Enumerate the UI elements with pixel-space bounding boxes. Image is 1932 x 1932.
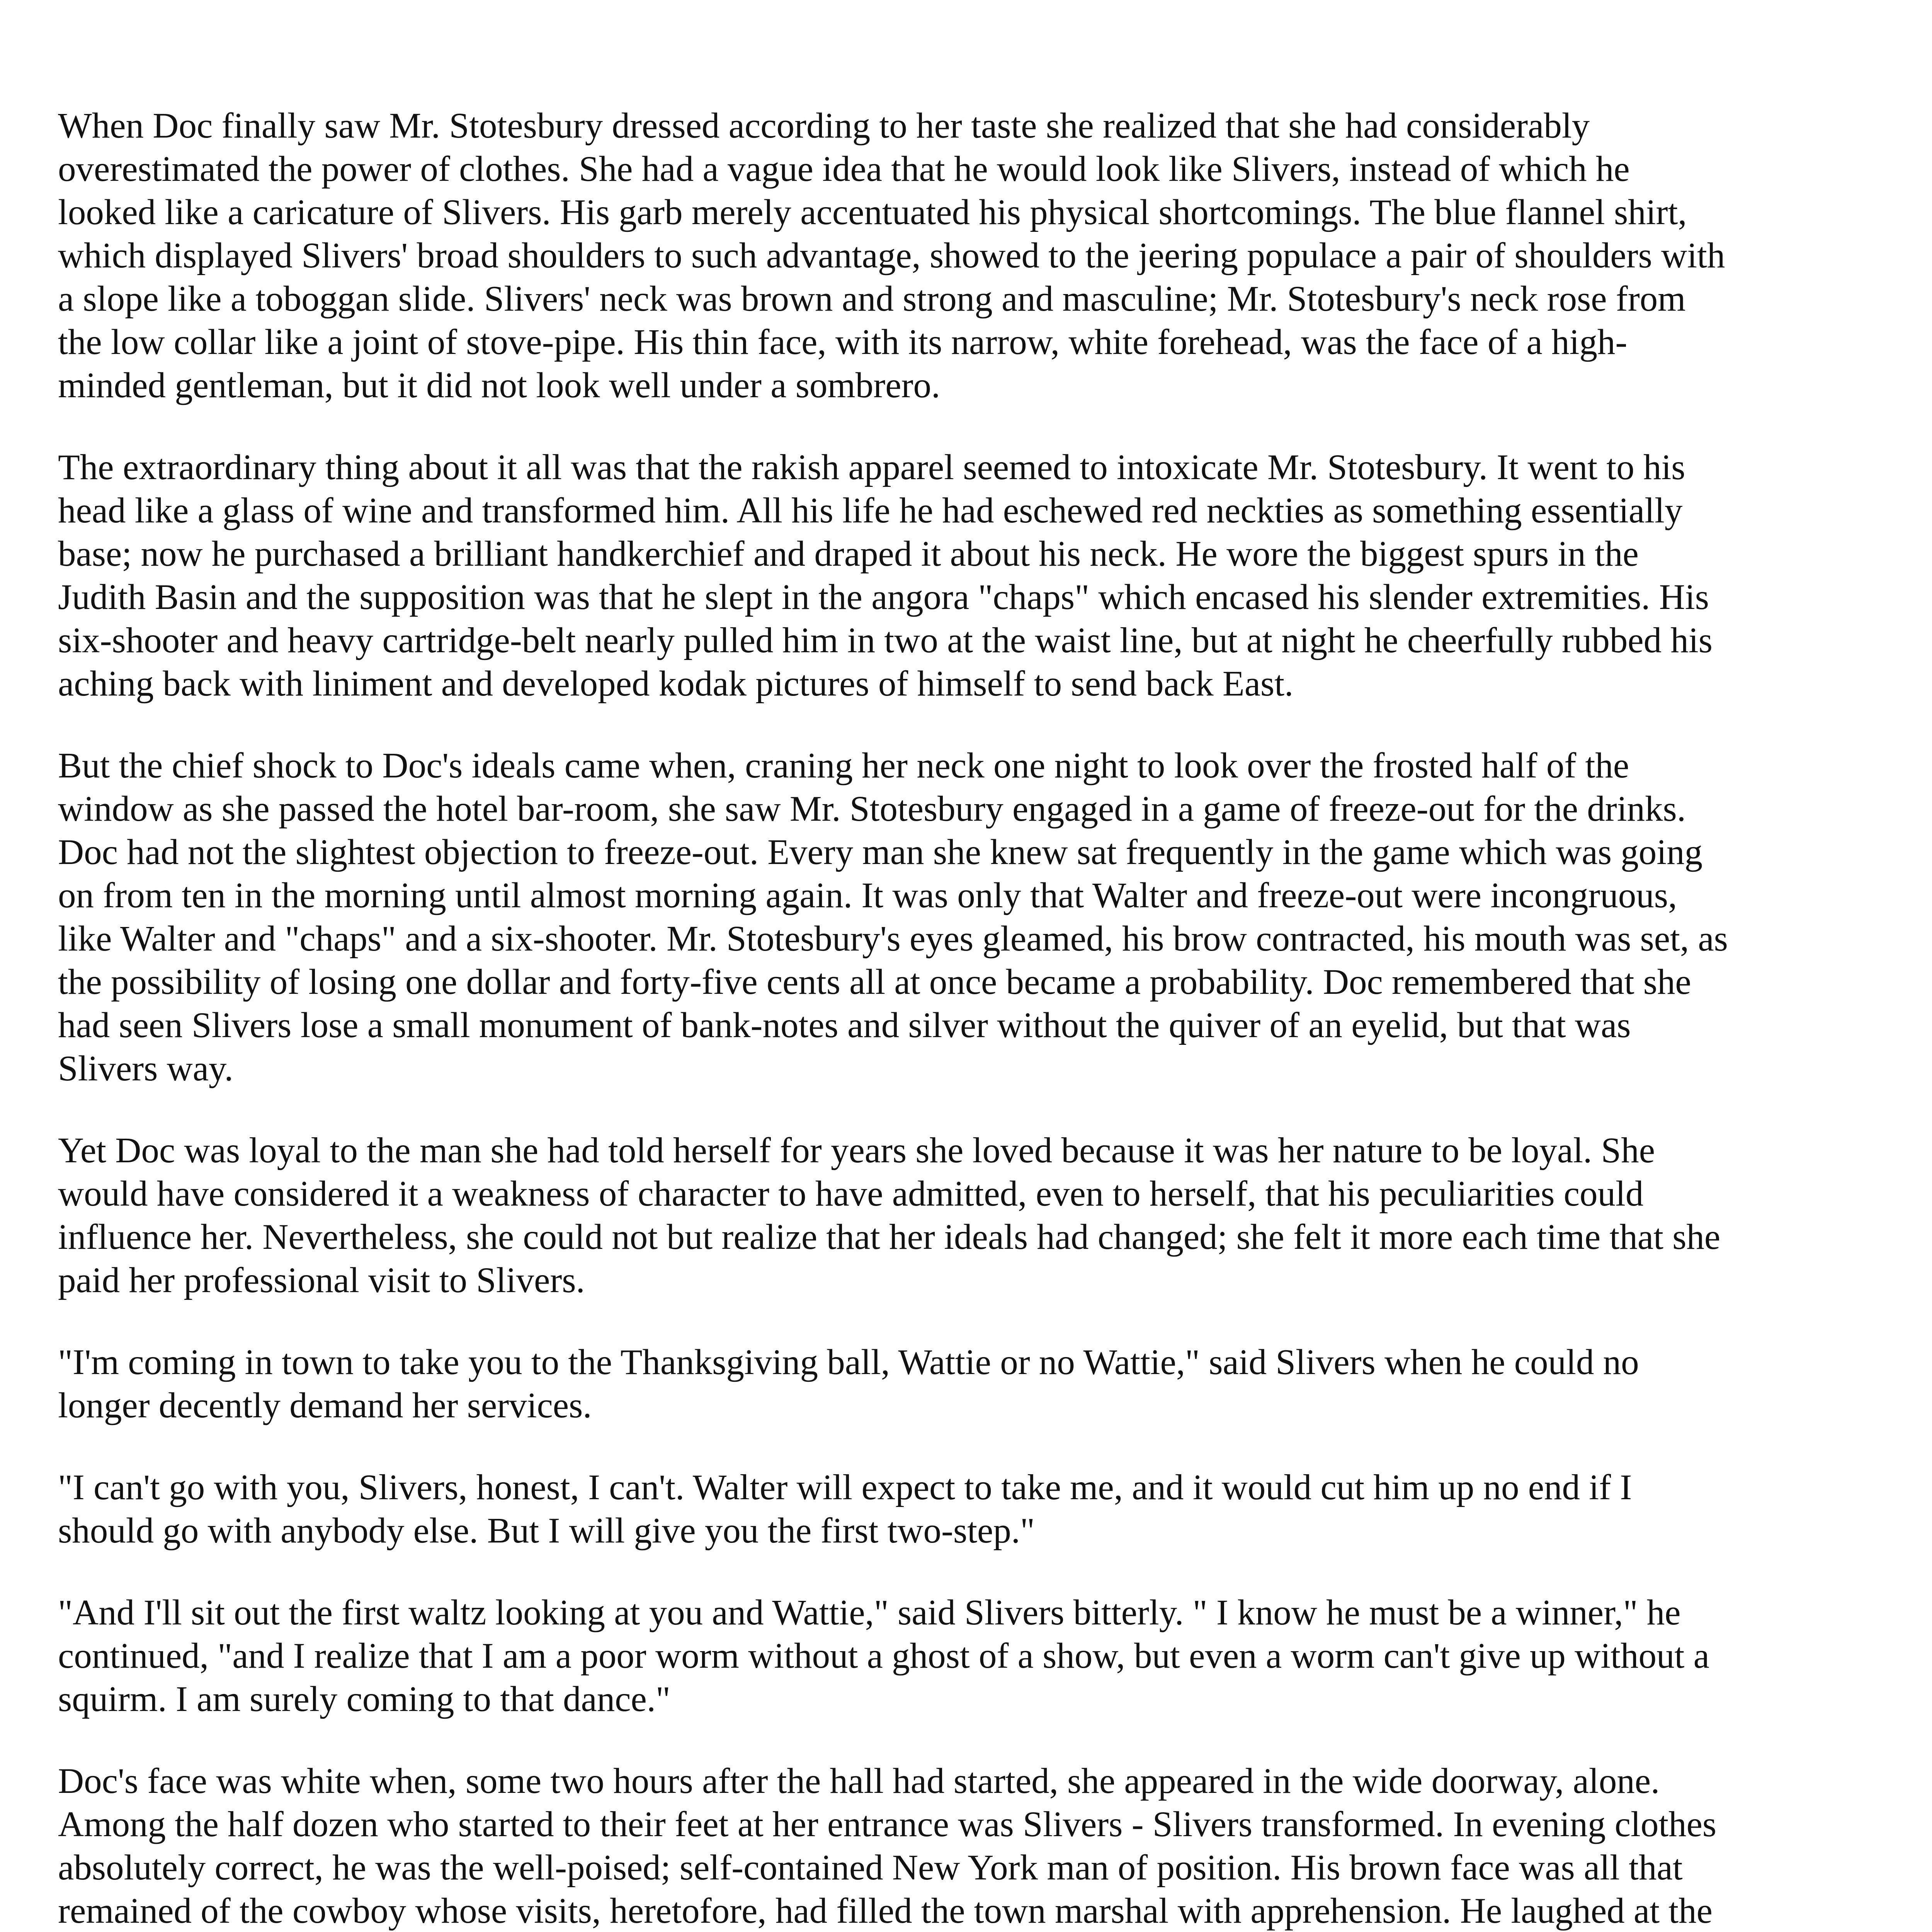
paragraph-2: The extraordinary thing about it all was that the rakish apparel seemed to intoxicate Mr. Stotesbury. It went to his head like a glass of wine and transformed him. All his life he had eschewed red neckties as something essentially base; now he purchased a brilliant handkerchief and draped it about his neck. He wore the biggest spurs in the Judith Basin and the supposition was that he slept in the angora "chaps" which encased his slender extremities. His six-shooter and heavy cartridge-belt nearly pulled him in two at the waist line, but at night he cheerfully rubbed his aching back with liniment and developed kodak pictures of himself to send back East. — [58, 447, 1713, 704]
paragraph-6: "I can't go with you, Slivers, honest, I can't. Walter will expect to take me, and it would cut him up no end if I should go with anybody else. But I will give you the first two-step." — [58, 1468, 1632, 1551]
paragraph-4: Yet Doc was loyal to the man she had told herself for years she loved because it was her nature to be loyal. She would have considered it a weakness of character to have admitted, even to herself, that his peculiarities could influence her. Nevertheless, she could not but realize that her ideals had changed; she felt it more each time that she paid her professional visit to Slivers. — [58, 1131, 1721, 1300]
document-body — [58, 104, 1735, 1932]
paragraph-3: But the chief shock to Doc's ideals came when, craning her neck one night to look over the frosted half of the window as she passed the hotel bar-room, she saw Mr. Stotesbury engaged in a game of freeze-out for the drinks. Doc had not the slightest objection to freeze-out. Every man she knew sat frequently in the game which was going on from ten in the morning until almost morning again. It was only that Walter and freeze-out were incongruous, like Walter and "chaps" and a six-shooter. Mr. Stotesbury's eyes gleamed, his brow contracted, his mouth was set, as the possibility of losing one dollar and forty-five cents all at once became a probability. Doc remembered that she had seen Slivers lose a small monument of bank-notes and silver without the quiver of an eyelid, but that was Slivers way. — [58, 746, 1728, 1088]
paragraph-8: Doc's face was white when, some two hours after the hall had started, she appeared in the wide doorway, alone. Among the half dozen who started to their feet at her entrance was Slivers - Slivers transformed. In evening clothes absolutely correct, he was the well-poised; self-contained New York man of position. His brown face was all that remained of the cowboy whose visits, heretofore, had filled the town marshal with apprehension. He laughed at the — [58, 1761, 1717, 1931]
paragraph-7: "And I'll sit out the first waltz looking at you and Wattie," said Slivers bitterly. " I know he must be a winner," he continued, "and I realize that I am a poor worm without a ghost of a show, but even a worm can't give up without a squirm. I am surely coming to that dance." — [58, 1593, 1709, 1719]
paragraph-1: When Doc finally saw Mr. Stotesbury dressed according to her taste she realized that she had considerably overestimated the power of clothes. She had a vague idea that he would look like Slivers, instead of which he looked like a caricature of Slivers. His garb merely accentuated his physical shortcomings. The blue flannel shirt, which displayed Slivers' broad shoulders to such advantage, showed to the jeering populace a pair of shoulders with a slope like a toboggan slide. Slivers' neck was brown and strong and masculine; Mr. Stotesbury's neck rose from the low collar like a joint of stove-pipe. His thin face, with its narrow, white forehead, was the face of a high-minded gentleman, but it did not look well under a sombrero. — [58, 106, 1725, 405]
paragraph-5: "I'm coming in town to take you to the Thanksgiving ball, Wattie or no Wattie," said Slivers when he could no longer decently demand her services. — [58, 1342, 1639, 1425]
